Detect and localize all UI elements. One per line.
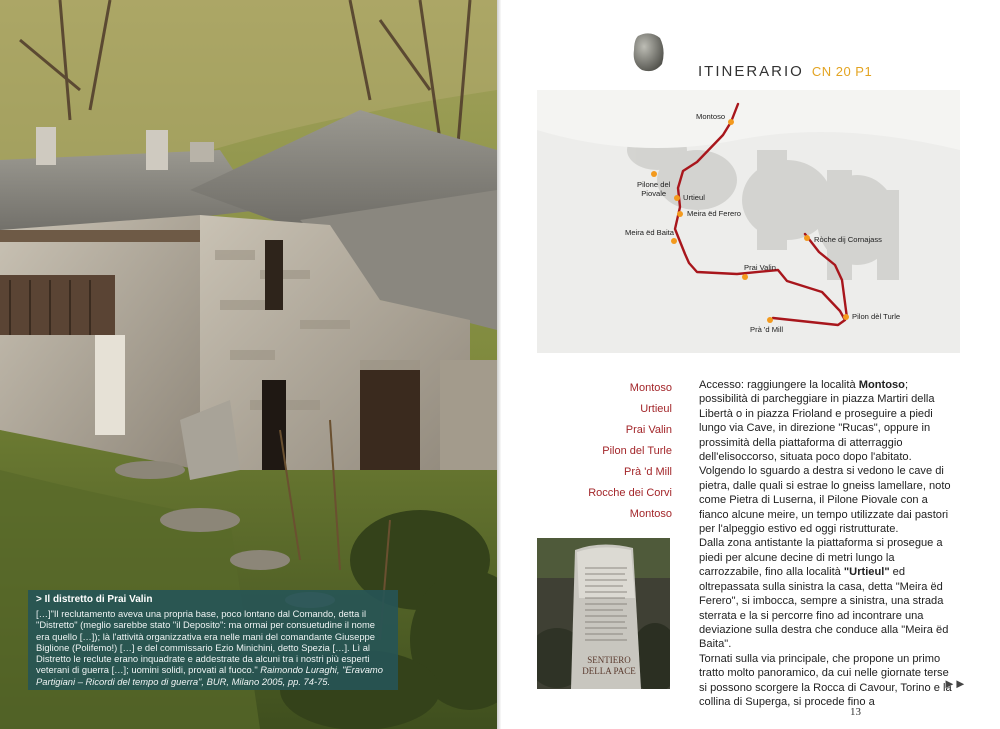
map-label-mill: Prà 'd Mill <box>750 325 784 334</box>
memorial-stone-graphic <box>537 538 670 689</box>
paragraph-view: Volgendo lo sguardo a destra si vedono le cave di pietra, dalle quali si estrae lo gneiss lamellare, noto come Pietra di Luserna, il Pilone Piovale con a fianco alcune meire, un tempo utilizzate dai pastori per l'alpeggio estivo ed oggi ristrutturate. <box>699 465 951 536</box>
map-dot-comajass <box>804 235 810 241</box>
text-run: Dalla zona antistante la piattaforma si prosegue a piedi per alcune decine di metri lungo la carrozzabile, fino alla località <box>699 537 943 579</box>
next-page-arrows: ►► <box>943 676 965 691</box>
text-run-bold: "Urtieul" <box>843 566 890 579</box>
memorial-line-1 <box>582 655 636 676</box>
text-run: ed oltrepassata sulla sinistra la casa, detta "Meira ëd Ferero", si imbocca, sempre a sinistra, una strada sterrata e la si percorre fino ad incontrare una deviazione sulla destra che conduce alla "Meira ëd Baita". <box>699 566 949 651</box>
stop-item: Prai Valin <box>625 424 672 436</box>
map-dot-pilone <box>651 171 657 177</box>
caption-title: > Il distretto di Prai Valin <box>36 594 153 605</box>
text-run: ; possibilità di parcheggiare in piazza Martiri della Libertà o in piazza Frioland e proseguire a piedi lungo via Cave, in direzione "Rucas", oppure in prossimità della piattaforma di atterraggio dell'elisoccorso, situata poco dopo l'abitato. <box>699 379 935 464</box>
stop-list <box>560 378 672 525</box>
page-gutter <box>497 0 501 729</box>
map-dot-ferero <box>677 211 683 217</box>
stop-item: Urtieul <box>640 403 672 415</box>
map-label-montoso: Montoso <box>696 112 726 121</box>
stop-item: Rocche dei Corvi <box>588 487 672 499</box>
stop-item: Montoso <box>629 508 672 520</box>
map-dot-montoso <box>728 119 734 125</box>
caption-quote: […]"Il reclutamento aveva una propria base, poco lontano dal Comando, detta il "Distretto" (meglio sarebbe stato "il Deposito": ma ormai per consuetudine il nome era quello […]); là l'attività organizzativa era nelle mani del comandante Giuseppe Biglione (Polifemo!) […] e del commissario Ezio Minichini, detto Spezia […]. Lì al Distretto le reclute erano inquadrate e addestrate da alcuni tra i nostri più esperti veterani di guerra […]; uomini solidi, provati al fuoco." <box>36 608 375 676</box>
map-label-pilone: Pilone del Piovale <box>637 180 671 198</box>
stop-item: Prà 'd Mill <box>624 466 672 478</box>
itinerary-code: CN 20 P1 <box>811 64 873 79</box>
stop-item: Montoso <box>629 382 672 394</box>
memorial-text-line: SENTIERO <box>587 655 631 665</box>
map-dot-turle <box>843 314 849 320</box>
text-run-bold: Montoso <box>858 379 905 391</box>
map-dot-mill <box>767 317 773 323</box>
map-label-baita: Meira ëd Baita <box>625 228 674 237</box>
stop-item: Pilon del Turle <box>602 445 672 457</box>
map-dot-urtieul <box>674 195 680 201</box>
map-label-urtieul: Urtieul <box>683 193 705 202</box>
map-label-turle: Pilon dèl Turle <box>852 312 901 321</box>
caption-text <box>36 608 390 687</box>
map-dot-baita <box>671 238 677 244</box>
route-map <box>537 90 960 353</box>
memorial-stone-photo <box>537 538 670 689</box>
paragraph-access <box>699 378 952 464</box>
map-label-comajass: Ròche dij Cornajass <box>814 235 882 244</box>
left-page-photo <box>0 0 497 729</box>
paragraph-panorama: Tornati sulla via principale, che propone un primo tratto molto panoramico, da cui nelle giornate terse si possono scorgere la Rocca di Cavour, Torino e la collina di Superga, si procede fino a <box>699 652 952 708</box>
page-number: 13 <box>850 706 861 718</box>
itinerary-header <box>698 63 872 80</box>
stone-icon <box>632 32 666 74</box>
map-label-valin: Prai Valin <box>744 263 776 272</box>
itinerary-title: ITINERARIO <box>698 63 804 80</box>
paragraph-route <box>699 536 952 651</box>
caption-box <box>28 590 398 690</box>
text-run: Accesso: raggiungere la località <box>699 379 859 391</box>
itinerary-body <box>699 378 952 709</box>
caption-citation: Raimondo Luraghi, "Eravamo Partigiani – Ricordi del tempo di guerra", BUR, Milano 2005, pp. 74-75. <box>36 664 383 687</box>
map-dot-valin <box>742 274 748 280</box>
memorial-text-line: DELLA PACE <box>582 666 636 676</box>
map-label-ferero: Meira ëd Ferero <box>687 209 742 218</box>
